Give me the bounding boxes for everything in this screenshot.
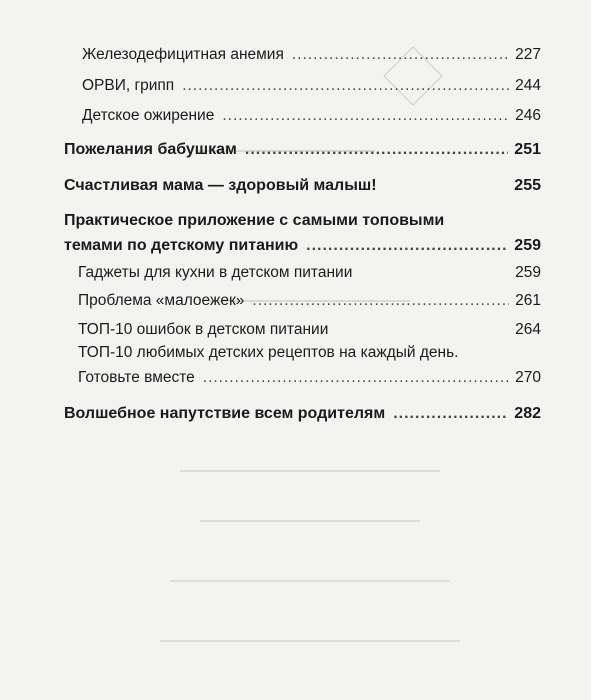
toc-entry-page: 259 (514, 237, 541, 254)
toc-entry-page: 261 (515, 292, 541, 309)
dot-leader (245, 141, 508, 159)
dot-leader (252, 292, 509, 310)
toc-entry-page: 244 (515, 77, 541, 94)
dot-leader (393, 405, 508, 423)
toc-entry-title: Пожелания бабушкам (64, 141, 237, 158)
toc-entry[interactable] (78, 292, 541, 310)
toc-entry-title: Гаджеты для кухни в детском питании (78, 264, 353, 281)
toc-entry-line2 (64, 237, 541, 255)
toc-entry-title-line2: Готовьте вместе (78, 369, 195, 386)
toc-entry-page: 251 (514, 141, 541, 158)
toc-entry-title-line1: ТОП-10 любимых детских рецептов на каждый день. (78, 344, 459, 361)
toc-entry-page: 246 (515, 107, 541, 124)
toc-entry-page: 255 (514, 177, 541, 194)
toc-entry-title: ТОП-10 ошибок в детском питании (78, 321, 329, 338)
dot-leader (292, 46, 509, 64)
toc-entry[interactable] (64, 177, 541, 195)
toc-entry-page: 264 (515, 321, 541, 338)
toc-entry-title: Детское ожирение (82, 107, 215, 124)
toc-entry-page: 270 (515, 369, 541, 386)
toc-entry[interactable] (82, 77, 541, 95)
dot-leader (182, 77, 509, 95)
toc-entry-title-line2: темами по детскому питанию (64, 237, 299, 254)
dot-leader (222, 107, 509, 125)
toc-entry-title: ОРВИ, грипп (82, 77, 175, 94)
toc-entry-title-line1: Практическое приложение с самыми топовыми (64, 212, 445, 229)
dot-leader (306, 237, 508, 255)
toc-entry-line2 (78, 369, 541, 387)
toc-entry-page: 282 (514, 405, 541, 422)
toc-entry[interactable] (82, 107, 541, 125)
toc-entry-title: Волшебное напутствие всем родителям (64, 405, 386, 422)
toc-entry-title: Проблема «малоежек» (78, 292, 245, 309)
toc-entry[interactable] (64, 141, 541, 159)
toc-entry-page: 227 (515, 46, 541, 63)
toc-entry-title: Железодефицитная анемия (82, 46, 284, 63)
toc-entry[interactable] (78, 321, 541, 339)
toc-entry[interactable] (82, 46, 541, 64)
toc-entry[interactable] (78, 264, 541, 282)
toc-entry[interactable] (64, 405, 541, 423)
toc-entry-page: 259 (515, 264, 541, 281)
dot-leader (203, 369, 509, 387)
toc-entry-title: Счастливая мама — здоровый малыш! (64, 177, 377, 194)
